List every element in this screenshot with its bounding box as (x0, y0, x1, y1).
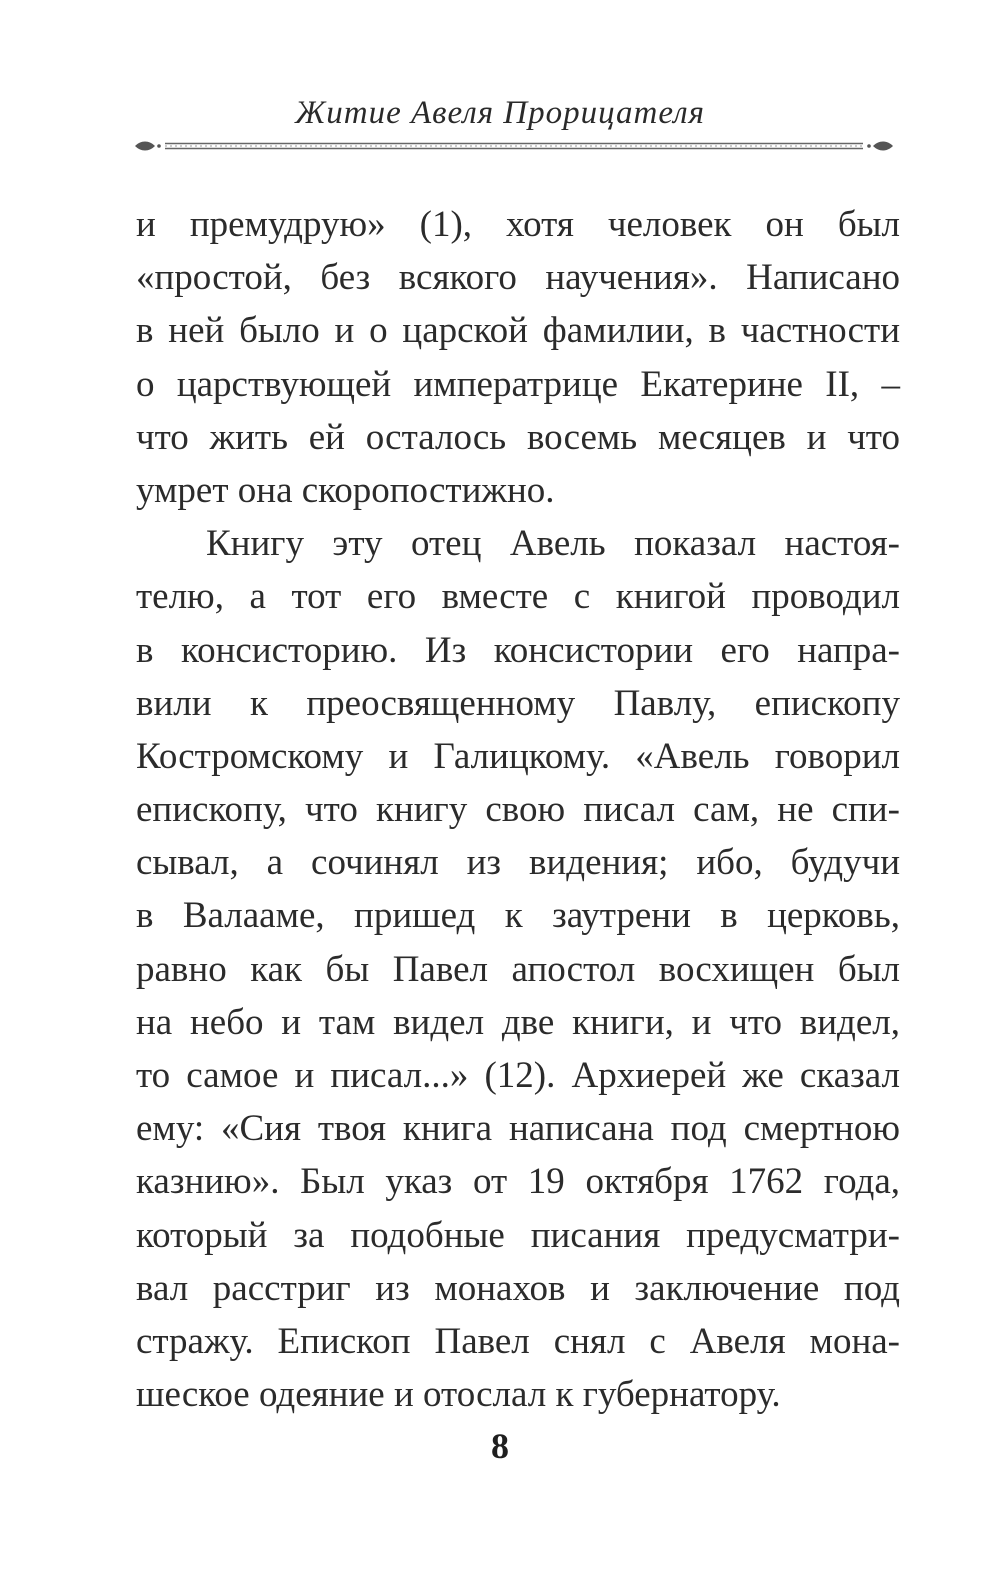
text-line: сывал, а сочинял из видения; ибо, будучи (136, 842, 900, 884)
text-line: шеское одеяние и отослал к губернатору. (136, 1374, 781, 1416)
body-text (136, 198, 900, 1421)
text-line: в Валааме, пришед к заутрени в церковь, (136, 895, 900, 937)
text-line: о царствующей императрице Екатерине II, – (136, 363, 900, 405)
paragraph-1 (136, 198, 900, 517)
text-line: который за подобные писания предусматри- (136, 1214, 900, 1256)
text-line: телю, а тот его вместе с книгой проводил (136, 576, 900, 618)
text-line: в консисторию. Из консистории его напра- (136, 629, 900, 671)
running-head: Житие Авеля Прорицателя (295, 95, 705, 131)
text-line: на небо и там видел две книги, и что видел, (136, 1001, 900, 1043)
text-line: в ней было и о царской фамилии, в частности (136, 310, 900, 352)
text-line: «простой, без всякого научения». Написано (136, 257, 900, 299)
text-line: стражу. Епископ Павел снял с Авеля мона- (136, 1320, 900, 1362)
text-line: вили к преосвященному Павлу, епископу (136, 682, 900, 724)
text-line: епископу, что книгу свою писал сам, не спи- (136, 789, 900, 831)
page-number: 8 (491, 1426, 509, 1466)
text-line: Книгу эту отец Авель показал настоя- (206, 523, 900, 565)
text-line: казнию». Был указ от 19 октября 1762 года, (136, 1161, 900, 1203)
text-line: умрет она скоропостижно. (136, 469, 555, 511)
ornamental-rule (133, 134, 895, 158)
text-line: вал расстриг из монахов и заключение под (136, 1267, 900, 1309)
text-line: равно как бы Павел апостол восхищен был (136, 948, 900, 990)
text-line: что жить ей осталось восемь месяцев и что (136, 416, 900, 458)
text-line: то самое и писал...» (12). Архиерей же сказал (136, 1055, 900, 1096)
text-line: Костромскому и Галицкому. «Авель говорил (136, 735, 900, 777)
text-line: и премудрую» (1), хотя человек он был (136, 204, 900, 245)
text-line: ему: «Сия твоя книга написана под смертною (136, 1108, 900, 1150)
paragraph-2 (136, 517, 900, 1421)
